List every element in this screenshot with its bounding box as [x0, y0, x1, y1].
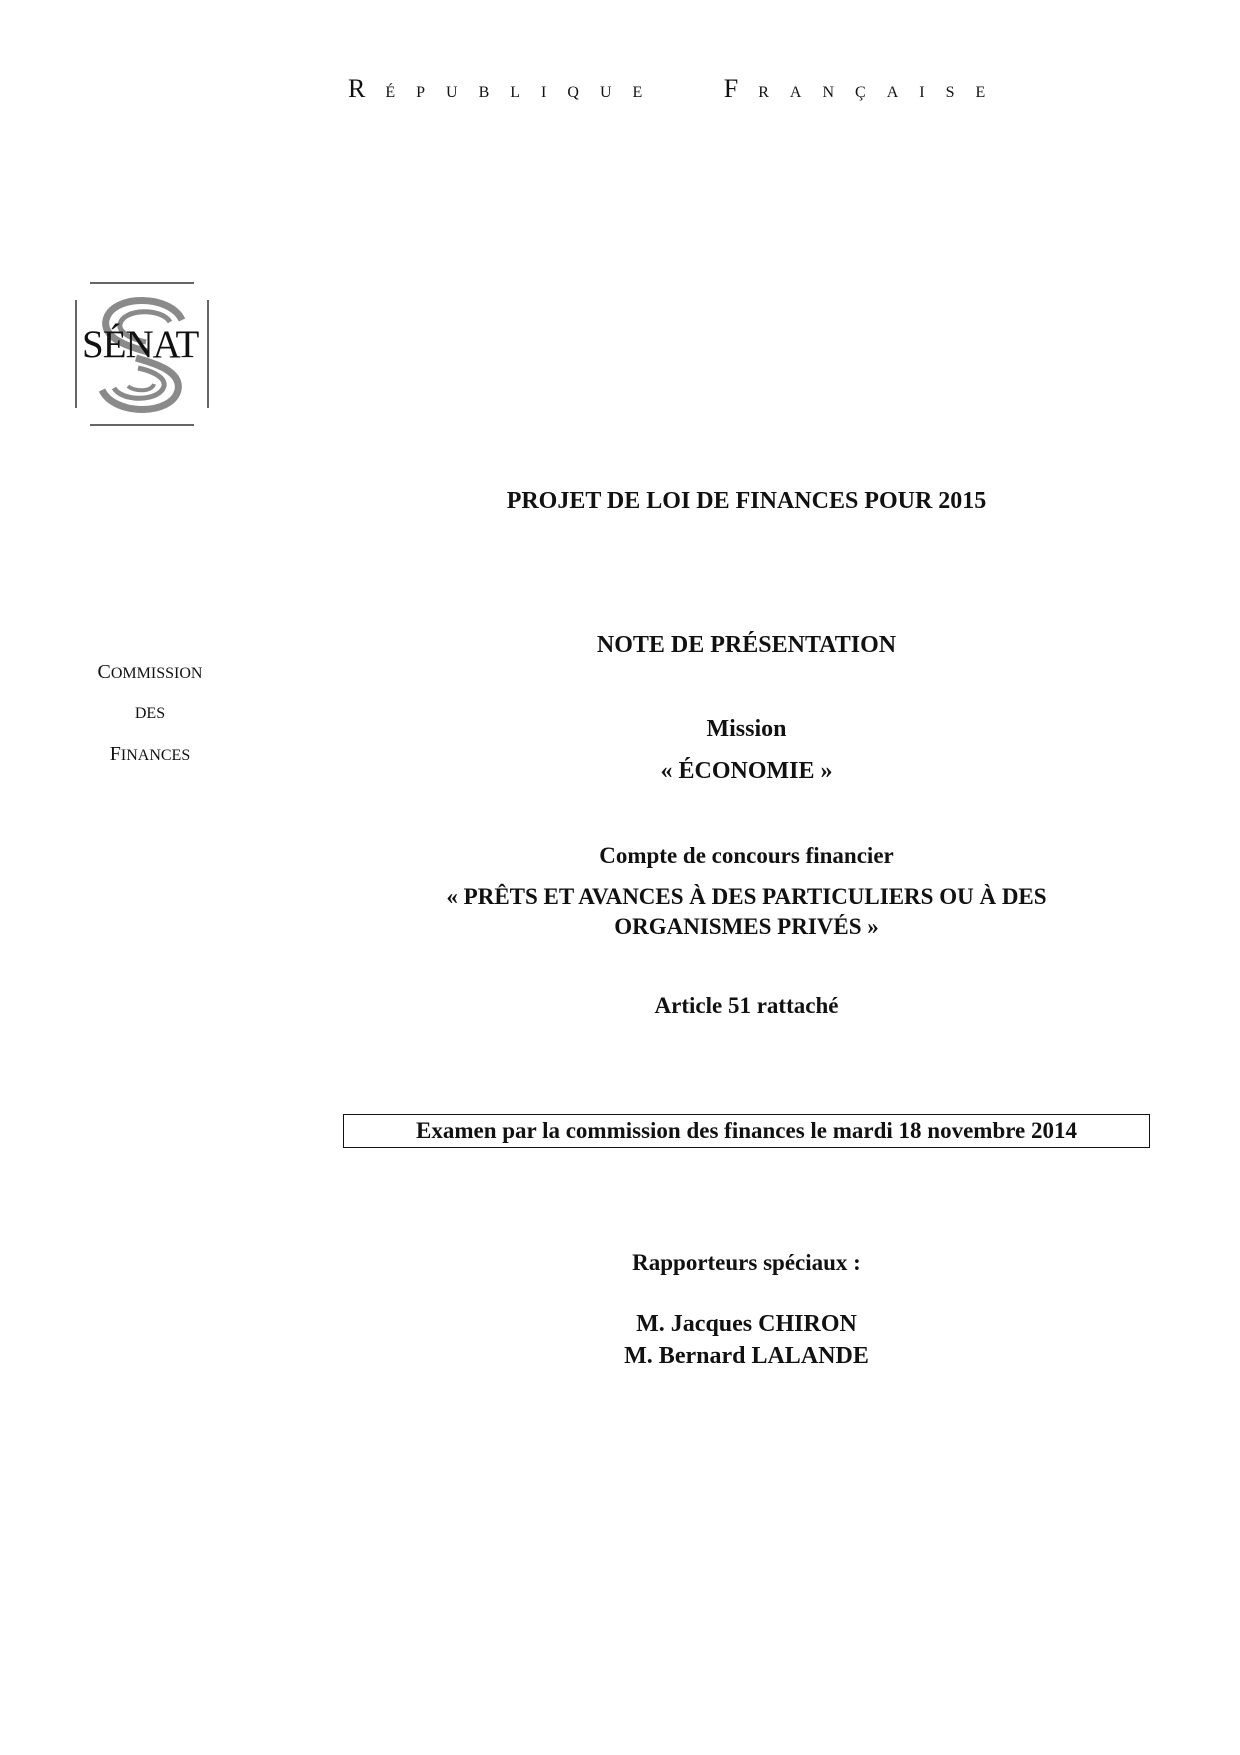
- francaise-word: F R A N Ç A I S E: [723, 74, 988, 103]
- examen-box: Examen par la commission des finances le mardi 18 novembre 2014: [343, 1114, 1150, 1148]
- rapporteur-2: M. Bernard LALANDE: [624, 1343, 869, 1369]
- document-title: PROJET DE LOI DE FINANCES POUR 2015: [506, 488, 987, 514]
- mission-label: Mission: [706, 716, 787, 742]
- republique-francaise-header: [348, 74, 1006, 104]
- note-heading: NOTE DE PRÉSENTATION: [596, 632, 897, 658]
- commission-des-finances-label: [70, 652, 230, 776]
- compte-name: [343, 882, 1150, 942]
- finances-line: FINANCES: [109, 743, 191, 765]
- des-line: DES: [134, 705, 166, 722]
- senat-logo-text: SÉNAT: [82, 323, 199, 366]
- rapporteur-1: M. Jacques CHIRON: [636, 1311, 857, 1337]
- republique-word: R É P U B L I Q U E: [348, 74, 645, 103]
- mission-name: « ÉCONOMIE »: [660, 758, 833, 784]
- rapporteurs-label: Rapporteurs spéciaux :: [632, 1250, 861, 1275]
- rapporteurs-list: [343, 1308, 1150, 1372]
- compte-label: Compte de concours financier: [599, 843, 894, 868]
- article-heading: Article 51 rattaché: [654, 993, 839, 1018]
- commission-line: COMMISSION: [97, 661, 203, 683]
- compte-name-line-1: « PRÊTS ET AVANCES À DES PARTICULIERS OU À DES: [446, 884, 1047, 909]
- compte-name-line-2: ORGANISMES PRIVÉS »: [614, 914, 879, 939]
